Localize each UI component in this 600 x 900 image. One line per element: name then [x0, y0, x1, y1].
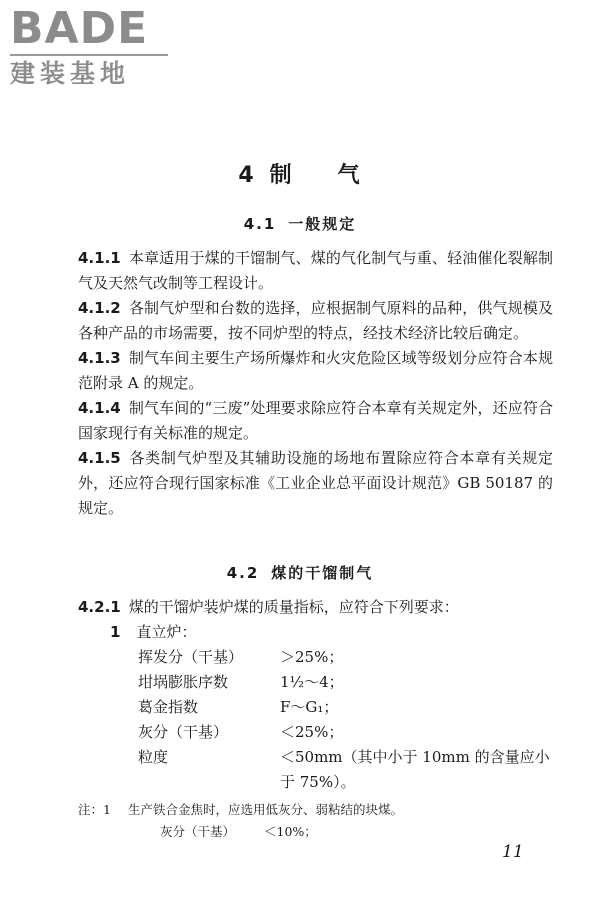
chapter-title-a: 制: [269, 163, 294, 188]
logo-wordmark: BADE: [10, 3, 149, 54]
requirement-row: 挥发分（干基） ＞25%；: [138, 648, 344, 666]
requirement-row: 坩埚膨胀序数 1½～4；: [138, 673, 344, 691]
logo-subtitle: 建装基地: [10, 59, 131, 88]
clause-4-1-1: 4.1.1 本章适用于煤的干馏制气、煤的气化制气与重、轻油催化裂解制气及天然气改制等工程设计。: [78, 249, 553, 292]
page-number: 11: [502, 842, 524, 862]
chapter-number: 4: [238, 163, 256, 188]
section-4-1-heading: [0, 213, 600, 234]
clause-4-1-4: 4.1.4 制气车间的“三废”处理要求除应符合本章有关规定外，还应符合国家现行有关标准的规定。: [78, 399, 553, 442]
section-4-1-number: 4.1: [243, 215, 277, 233]
logo-rule: [10, 54, 168, 56]
section-4-2-body: [78, 595, 553, 843]
bade-logo: [10, 3, 180, 88]
section-4-2-heading: [0, 562, 600, 583]
clause-4-1-3: 4.1.3 制气车间主要生产场所爆炸和火灾危险区域等级划分应符合本规范附录 A 的规定。: [78, 349, 553, 392]
clause-4-1-2: 4.1.2 各制气炉型和台数的选择，应根据制气原料的品种，供气规模及各种产品的市场需要，按不同炉型的特点，经技术经济比较后确定。: [78, 299, 553, 342]
requirement-row: 葛金指数 F～G₁；: [138, 698, 339, 716]
section-4-1-body: [78, 246, 553, 521]
requirement-row: 灰分（干基） ＜25%；: [138, 723, 344, 741]
section-4-1-title: 一般规定: [288, 215, 357, 233]
note-1: 注：1 生产铁合金焦时，应选用低灰分、弱粘结的块煤。: [78, 802, 404, 817]
chapter-title-b: 气: [337, 163, 362, 188]
clause-4-1-5: 4.1.5 各类制气炉型及其辅助设施的场地布置除应符合本章有关规定外，还应符合现行国家标准《工业企业总平面设计规范》GB 50187 的规定。: [78, 449, 553, 517]
section-4-2-number: 4.2: [226, 564, 260, 582]
note-row: 灰分（干基） ＜10%；: [160, 824, 317, 839]
requirement-row: 粒度 ＜50mm（其中小于 10mm 的含量应小于 75%）。: [138, 748, 550, 791]
chapter-title: [0, 158, 600, 189]
clause-4-2-1: 4.2.1 煤的干馏炉装炉煤的质量指标，应符合下列要求：: [78, 598, 459, 616]
item-1: 1 直立炉：: [110, 623, 197, 641]
section-4-2-title: 煤的干馏制气: [271, 564, 374, 582]
